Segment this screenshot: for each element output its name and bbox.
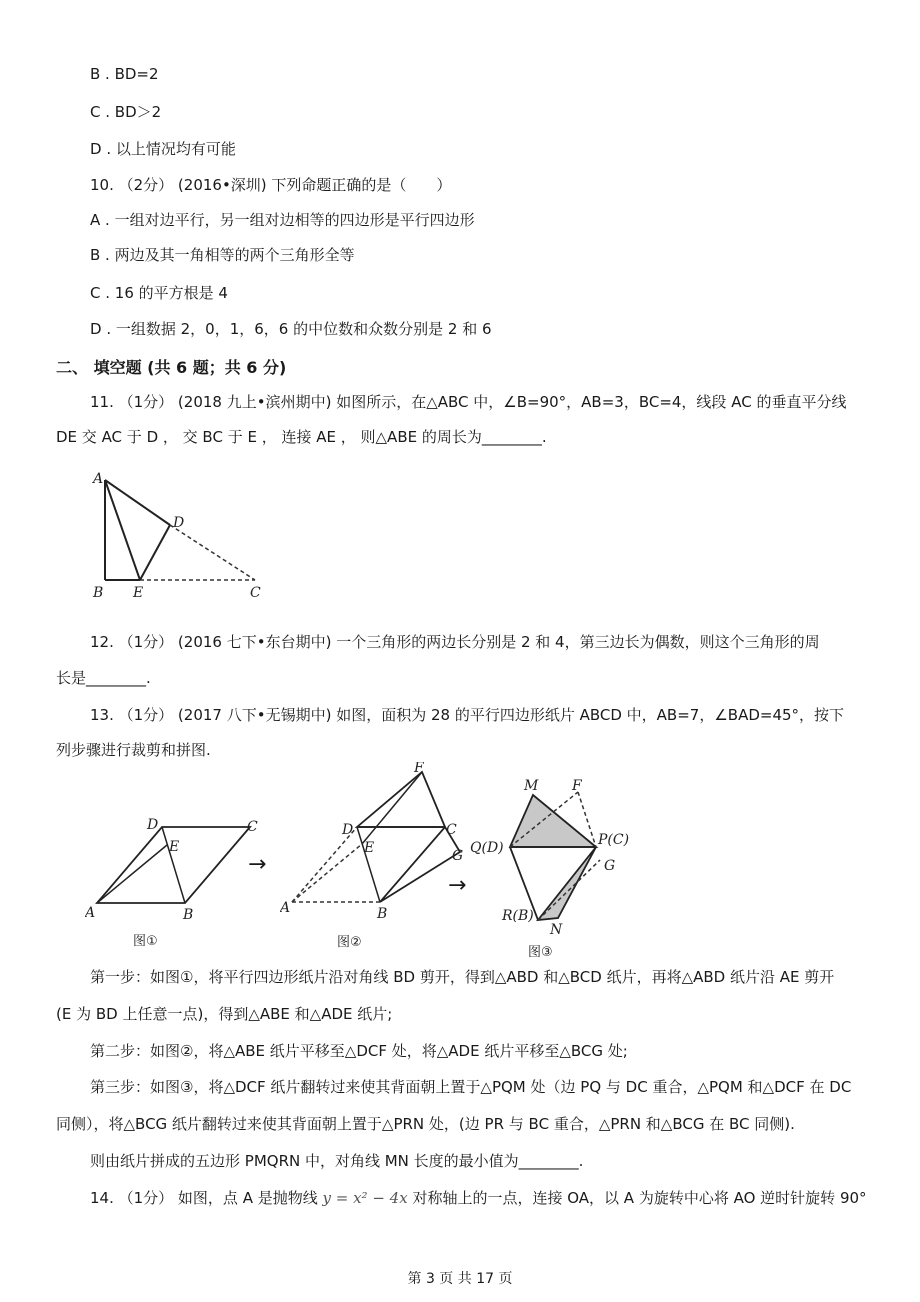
arrow-2: → bbox=[448, 873, 467, 898]
segment-ad bbox=[292, 827, 357, 902]
q11-line1: 11. （1分） (2018 九上•滨州期中) 如图所示，在△ABC 中，∠B=90°，AB=3，BC=4，线段 AC 的垂直平分线 bbox=[90, 393, 847, 411]
q13-step3a: 第三步：如图③，将△DCF 纸片翻转过来使其背面朝上置于△PQM 处（边 PQ 与 DC 重合，△PQM 和△DCF 在 DC bbox=[90, 1078, 852, 1096]
segment-dc bbox=[170, 525, 255, 580]
q14-part2: 对称轴上的一点，连接 OA，以 A 为旋转中心将 AO 逆时针旋转 90° bbox=[412, 1189, 867, 1207]
figure-1-caption: 图① bbox=[133, 934, 158, 949]
q13-figure-1 bbox=[85, 815, 270, 955]
segment-ad bbox=[105, 480, 170, 525]
q13-step1a: 第一步：如图①，将平行四边形纸片沿对角线 BD 剪开，得到△ABD 和△BCD 纸片，再将△ABD 纸片沿 AE 剪开 bbox=[90, 968, 835, 986]
label-g: G bbox=[452, 848, 464, 864]
label-e: E bbox=[169, 839, 180, 855]
q10-stem: 10. （2分） (2016•深圳) 下列命题正确的是（ ） bbox=[90, 176, 452, 194]
label-m: M bbox=[524, 778, 539, 794]
label-r: R(B) bbox=[502, 908, 534, 924]
label-b: B bbox=[377, 906, 388, 922]
triangle-pqm bbox=[510, 795, 596, 847]
q12-line2: 长是________. bbox=[56, 669, 151, 687]
label-b: B bbox=[183, 907, 194, 923]
q10-option-b: B . 两边及其一角相等的两个三角形全等 bbox=[90, 246, 355, 264]
label-c: C bbox=[446, 822, 457, 838]
triangle-prn bbox=[538, 847, 596, 920]
q12-line1: 12. （1分） (2016 七下•东台期中) 一个三角形的两边长分别是 2 和 4，第三边长为偶数，则这个三角形的周 bbox=[90, 633, 820, 651]
q13-line2: 列步骤进行裁剪和拼图. bbox=[56, 741, 211, 759]
page-footer: 第 3 页 共 17 页 bbox=[407, 1271, 513, 1287]
segment-db bbox=[357, 827, 380, 902]
figure-2-caption: 图② bbox=[337, 935, 362, 950]
label-a: A bbox=[85, 905, 96, 921]
q14-formula: y = x² − 4x bbox=[322, 1189, 408, 1207]
segment-ef bbox=[362, 772, 422, 844]
label-b: B bbox=[93, 585, 104, 601]
q13-figure-3 bbox=[468, 770, 648, 965]
q14-line bbox=[90, 1188, 867, 1208]
q11-line2: DE 交 AC 于 D ， 交 BC 于 E ， 连接 AE ， 则△ABE 的周长为________. bbox=[56, 428, 547, 446]
segment-ed bbox=[140, 525, 170, 580]
label-d: D bbox=[342, 822, 354, 838]
q13-figure-2 bbox=[280, 762, 475, 957]
figure-3-caption: 图③ bbox=[528, 945, 553, 960]
q14-part1: 14. （1分） 如图，点 A 是抛物线 bbox=[90, 1189, 318, 1207]
label-q: Q(D) bbox=[470, 840, 504, 856]
q10-option-a: A . 一组对边平行，另一组对边相等的四边形是平行四边形 bbox=[90, 211, 475, 229]
arrow-1: → bbox=[248, 852, 267, 877]
label-f: F bbox=[572, 778, 582, 794]
q13-conclusion: 则由纸片拼成的五边形 PMQRN 中，对角线 MN 长度的最小值为________. bbox=[90, 1152, 584, 1170]
label-c: C bbox=[247, 819, 258, 835]
label-e: E bbox=[133, 585, 144, 601]
label-c: C bbox=[250, 585, 261, 601]
q13-step2: 第二步：如图②，将△ABE 纸片平移至△DCF 处，将△ADE 纸片平移至△BCG 处; bbox=[90, 1042, 628, 1060]
label-a: A bbox=[280, 900, 291, 916]
label-g: G bbox=[604, 858, 616, 874]
q11-figure bbox=[85, 465, 275, 605]
label-n: N bbox=[550, 922, 563, 938]
q9-option-c: C . BD＞2 bbox=[90, 103, 162, 121]
label-a: A bbox=[93, 471, 104, 487]
segment-ae bbox=[97, 845, 167, 903]
label-f: F bbox=[414, 762, 424, 776]
label-e: E bbox=[364, 840, 375, 856]
segment-ae bbox=[292, 844, 362, 902]
q13-line1: 13. （1分） (2017 八下•无锡期中) 如图，面积为 28 的平行四边形纸片 ABCD 中，AB=7，∠BAD=45°，按下 bbox=[90, 706, 845, 724]
q9-option-d: D . 以上情况均有可能 bbox=[90, 140, 236, 158]
triangle-dcf bbox=[357, 772, 445, 827]
section-title: 二、 填空题 (共 6 题；共 6 分) bbox=[56, 358, 287, 377]
q13-step1b: (E 为 BD 上任意一点)，得到△ABE 和△ADE 纸片; bbox=[56, 1005, 393, 1023]
q10-option-c: C . 16 的平方根是 4 bbox=[90, 284, 228, 302]
label-d: D bbox=[173, 515, 185, 531]
q9-option-b: B . BD=2 bbox=[90, 65, 159, 83]
label-p: P(C) bbox=[598, 832, 630, 848]
segment-ae bbox=[105, 480, 140, 580]
q10-option-d: D . 一组数据 2，0，1，6，6 的中位数和众数分别是 2 和 6 bbox=[90, 320, 492, 338]
label-d: D bbox=[147, 817, 159, 833]
q13-step3b: 同侧），将△BCG 纸片翻转过来使其背面朝上置于△PRN 处，(边 PR 与 BC 重合，△PRN 和△BCG 在 BC 同侧). bbox=[56, 1115, 795, 1133]
